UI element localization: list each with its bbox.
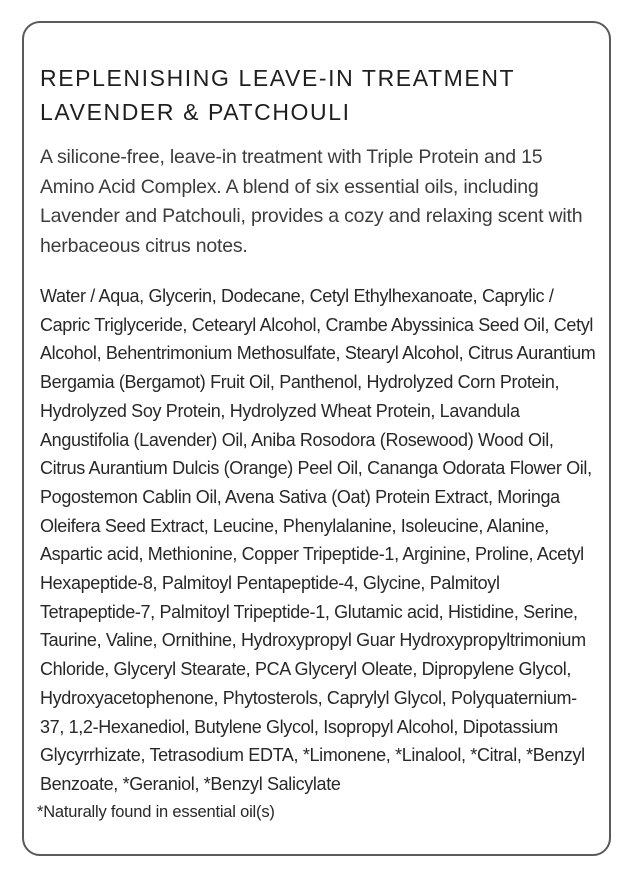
ingredients-list: Water / Aqua, Glycerin, Dodecane, Cetyl Ethylhexanoate, Caprylic / Capric Triglyceride, Cetearyl Alcohol, Crambe Abyssinica Seed Oil, Cetyl Alcohol, Behentrimonium Methosulfate, Stearyl Alcohol, Citrus Aurantium Bergamia (Bergamot) Fruit Oil, Panthenol, Hydrolyzed Corn Protein, Hydrolyzed Soy Protein, Hydrolyzed Wheat Protein, Lavandula Angustifolia (Lavender) Oil, Aniba Rosodora (Rosewood) Wood Oil, Citrus Aurantium Dulcis (Orange) Peel Oil, Cananga Odorata Flower Oil, Pogostemon Cablin Oil, Avena Sativa (Oat) Protein Extract, Moringa Oleifera Seed Extract, Leucine, Phenylalanine, Isoleucine, Alanine, Aspartic acid, Methionine, Copper Tripeptide-1, Arginine, Proline, Acetyl Hexapeptide-8, Palmitoyl Pentapeptide-4, Glycine, Palmitoyl Tetrapeptide-7, Palmitoyl Tripeptide-1, Glutamic acid, Histidine, Serine, Taurine, Valine, Ornithine, Hydroxypropyl Guar Hydroxypropyltrimonium Chloride, Glyceryl Stearate, PCA Glyceryl Oleate, Dipropylene Glycol, Hydroxyacetophenone, Phytosterols, Caprylyl Glycol, Polyquaternium-37, 1,2-Hexanediol, Butylene Glycol, Isopropyl Alcohol, Dipotassium Glycyrrhizate, Tetrasodium EDTA, *Limonene, *Linalool, *Citral, *Benzyl Benzoate, *Geraniol, *Benzyl Salicylate (40, 286, 596, 794)
product-title (40, 61, 594, 129)
product-description: A silicone-free, leave-in treatment with Triple Protein and 15 Amino Acid Complex. A blend of six essential oils, including Lavender and Patchouli, provides a cozy and relaxing scent with herbaceous citrus notes. (40, 146, 583, 257)
product-title-line2: LAVENDER & PATCHOULI (40, 99, 351, 125)
product-label-card (22, 21, 611, 856)
ingredients-footnote: *Naturally found in essential oil(s) (37, 802, 275, 821)
product-title-line1: REPLENISHING LEAVE-IN TREATMENT (40, 65, 516, 91)
